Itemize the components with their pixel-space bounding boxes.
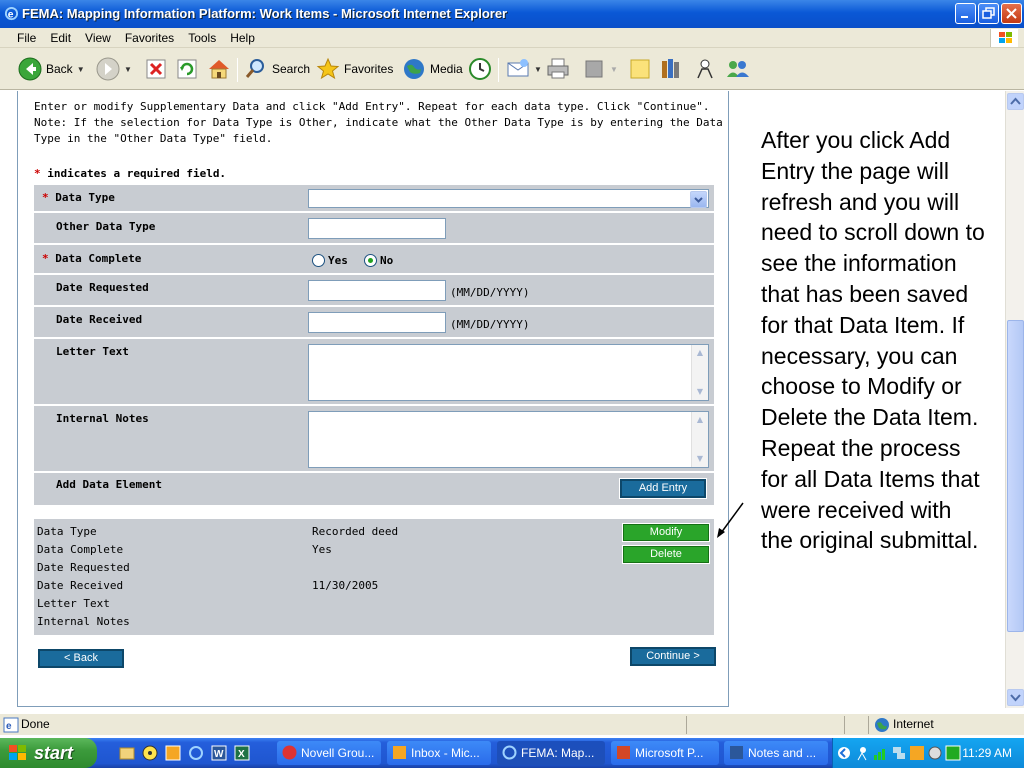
add-data-element-label: Add Data Element [56, 478, 162, 491]
menu-help[interactable]: Help [230, 31, 255, 45]
forward-arrow-icon [96, 57, 120, 81]
tray-network-icon[interactable] [891, 745, 907, 761]
no-label: No [380, 254, 394, 267]
tray-signal-icon[interactable] [873, 745, 889, 761]
toolbar [0, 48, 1024, 90]
clock[interactable]: 11:29 AM [962, 746, 1012, 760]
tray-app-icon[interactable] [945, 745, 961, 761]
date-received-input[interactable] [308, 312, 446, 333]
status-text: Done [21, 717, 50, 731]
restore-icon [982, 7, 995, 20]
data-type-label: * Data Type [42, 191, 115, 204]
delete-button[interactable]: Delete [623, 546, 709, 563]
scroll-down-icon[interactable]: ▼ [696, 387, 704, 396]
data-complete-no-radio[interactable] [364, 254, 377, 267]
other-data-type-label: Other Data Type [56, 220, 156, 233]
quicklaunch-radiation-icon[interactable] [142, 745, 158, 761]
home-button[interactable] [207, 56, 231, 82]
quicklaunch-ie-icon[interactable] [188, 745, 204, 761]
status-divider [844, 716, 845, 734]
data-complete-label: * Data Complete [42, 252, 142, 265]
tray-expand-icon[interactable] [837, 745, 851, 761]
data-complete-yes-radio[interactable] [312, 254, 325, 267]
refresh-button[interactable] [176, 56, 198, 82]
browser-content [0, 91, 1005, 708]
letter-text-row [34, 339, 714, 406]
person-icon [693, 57, 717, 81]
task-novell[interactable]: Novell Grou... [277, 741, 381, 765]
refresh-icon [176, 58, 198, 80]
close-button[interactable] [1001, 3, 1022, 24]
stop-icon [145, 58, 167, 80]
date-format-hint: (MM/DD/YYYY) [450, 286, 530, 299]
home-icon [207, 57, 231, 81]
chevron-down-icon[interactable]: ▼ [76, 64, 85, 74]
outlook-icon [392, 745, 407, 760]
discuss-button[interactable] [628, 56, 652, 82]
status-divider [686, 716, 687, 734]
quicklaunch-excel-icon[interactable] [234, 745, 250, 761]
menu-tools[interactable]: Tools [188, 31, 217, 45]
back-arrow-icon [18, 57, 42, 81]
edit-button[interactable] [582, 56, 618, 82]
date-received-label: Date Received [56, 313, 143, 326]
internal-notes-label: Internal Notes [56, 412, 149, 425]
toolbar-separator [237, 58, 238, 82]
stop-button[interactable] [145, 56, 167, 82]
menu-edit[interactable]: Edit [50, 31, 72, 45]
research-books-icon [659, 57, 683, 81]
internal-notes-textarea[interactable] [308, 411, 709, 468]
back-page-button[interactable]: < Back [38, 649, 124, 668]
other-data-type-input[interactable] [308, 218, 446, 239]
saved-data-item [34, 519, 714, 635]
minimize-button[interactable] [955, 3, 976, 24]
date-requested-input[interactable] [308, 280, 446, 301]
restore-button[interactable] [978, 3, 999, 24]
svg-text:e: e [7, 9, 14, 21]
page-scrollbar[interactable] [1005, 91, 1024, 708]
modify-button[interactable]: Modify [623, 524, 709, 541]
scroll-down-button[interactable] [1007, 689, 1024, 706]
history-button[interactable] [468, 56, 492, 82]
quicklaunch-word-icon[interactable] [211, 745, 227, 761]
taskbar [0, 738, 1024, 768]
forward-button[interactable] [96, 56, 132, 82]
tray-settings-icon[interactable] [927, 745, 943, 761]
saved-key: Letter Text [37, 597, 110, 610]
scroll-up-icon[interactable]: ▲ [696, 348, 704, 357]
scroll-up-icon [1008, 94, 1023, 109]
contacts-button[interactable] [725, 56, 751, 82]
task-powerpoint[interactable]: Microsoft P... [611, 741, 719, 765]
scroll-down-icon [1008, 690, 1023, 705]
date-requested-label: Date Requested [56, 281, 149, 294]
ie-icon [4, 6, 19, 21]
date-received-row [34, 307, 714, 339]
other-data-type-row [34, 213, 714, 245]
required-note-text: indicates a required field. [47, 167, 227, 180]
data-type-select[interactable] [308, 189, 709, 208]
media-button[interactable]: Media [402, 56, 463, 82]
powerpoint-icon [616, 745, 631, 760]
messenger-button[interactable] [693, 56, 717, 82]
textarea-scrollbar[interactable] [691, 412, 708, 467]
system-tray [832, 738, 1024, 768]
mail-button[interactable] [506, 56, 542, 82]
menu-favorites[interactable]: Favorites [124, 31, 175, 45]
task-inbox[interactable]: Inbox - Mic... [387, 741, 491, 765]
date-format-hint: (MM/DD/YYYY) [450, 318, 530, 331]
saved-value: Recorded deed [312, 525, 399, 538]
continue-button[interactable]: Continue > [630, 647, 716, 666]
letter-text-textarea[interactable] [308, 344, 709, 401]
saved-value: Yes [312, 543, 332, 556]
saved-key: Data Complete [37, 543, 124, 556]
favorites-button[interactable]: Favorites [316, 56, 393, 82]
menu-bar [0, 28, 1024, 48]
research-button[interactable] [659, 56, 683, 82]
supplementary-data-form [34, 185, 714, 505]
required-field-note [34, 167, 226, 180]
tray-person-icon[interactable] [855, 745, 871, 761]
chevron-down-icon[interactable] [690, 191, 707, 208]
minimize-icon [959, 7, 972, 20]
data-complete-row [34, 245, 714, 275]
people-icon [725, 57, 751, 81]
zone-text: Internet [893, 717, 934, 731]
start-button[interactable] [0, 738, 97, 768]
svg-text:X: X [238, 749, 245, 760]
toolbar-separator [498, 58, 499, 82]
tutorial-annotation: After you click Add Entry the page will refresh and you will need to scroll down to see the information that has been saved for that Data Item. If necessary, you can choose to Modify or Delete the Data Item. Repeat the process for all Data Items that were received with the original submittal. [761, 127, 985, 554]
menu-view[interactable]: View [85, 31, 111, 45]
yes-label: Yes [328, 254, 348, 267]
callout-arrow-icon [713, 501, 747, 541]
title-bar [0, 0, 1024, 28]
word-icon [729, 745, 744, 760]
add-data-element-row [34, 473, 714, 505]
tray-calendar-icon[interactable] [909, 745, 925, 761]
saved-key: Internal Notes [37, 615, 130, 628]
data-type-row [34, 185, 714, 213]
status-bar [0, 713, 1024, 735]
required-star: * [34, 167, 41, 180]
print-button[interactable] [546, 56, 570, 82]
note-icon [628, 57, 652, 81]
window-title: FEMA: Mapping Information Platform: Work Items - Microsoft Internet Explorer [22, 6, 508, 21]
windows-logo-icon [990, 29, 1018, 47]
menu-file[interactable]: File [17, 31, 37, 45]
svg-text:W: W [214, 749, 224, 760]
search-button[interactable]: Search [244, 56, 310, 82]
search-icon [244, 57, 268, 81]
printer-icon [546, 57, 570, 81]
scroll-down-icon[interactable]: ▼ [696, 454, 704, 463]
page-frame [17, 91, 729, 707]
page-done-icon [3, 717, 19, 733]
task-fema[interactable]: FEMA: Map... [497, 741, 605, 765]
internet-zone-icon [874, 717, 890, 733]
scroll-up-icon[interactable]: ▲ [696, 415, 704, 424]
history-icon [468, 57, 492, 81]
task-notes[interactable]: Notes and ... [724, 741, 828, 765]
letter-text-label: Letter Text [56, 345, 129, 358]
media-globe-icon [402, 57, 426, 81]
novell-icon [282, 745, 297, 760]
start-label: start [34, 743, 74, 763]
chevron-down-icon[interactable]: ▼ [124, 64, 132, 74]
quicklaunch-calendar-icon[interactable] [165, 745, 181, 761]
add-entry-button[interactable]: Add Entry [620, 479, 706, 498]
scroll-thumb[interactable] [1007, 320, 1024, 632]
instructions-text: Enter or modify Supplementary Data and click "Add Entry". Repeat for each data type. Click "Continue". Note: If the selection for Data Type is Other, indicate what the Other Data Type is by entering the Data Type in the "Other Data Type" field. [34, 100, 723, 145]
scroll-up-button[interactable] [1007, 93, 1024, 110]
saved-key: Data Type [37, 525, 97, 538]
mail-icon [506, 57, 530, 81]
quicklaunch-folder-icon[interactable] [119, 745, 135, 761]
date-requested-row [34, 275, 714, 307]
windows-flag-icon [8, 744, 28, 762]
chevron-down-icon[interactable]: ▼ [534, 64, 542, 74]
edit-page-icon [582, 57, 606, 81]
back-button[interactable]: Back ▼ [18, 56, 85, 82]
status-divider [868, 716, 869, 734]
ie-icon [502, 745, 517, 760]
chevron-down-icon[interactable]: ▼ [610, 64, 618, 74]
star-icon [316, 57, 340, 81]
svg-text:e: e [6, 721, 12, 732]
saved-value: 11/30/2005 [312, 579, 379, 592]
textarea-scrollbar[interactable] [691, 345, 708, 400]
internal-notes-row [34, 406, 714, 473]
saved-key: Date Requested [37, 561, 130, 574]
close-icon [1005, 7, 1018, 20]
saved-key: Date Received [37, 579, 124, 592]
